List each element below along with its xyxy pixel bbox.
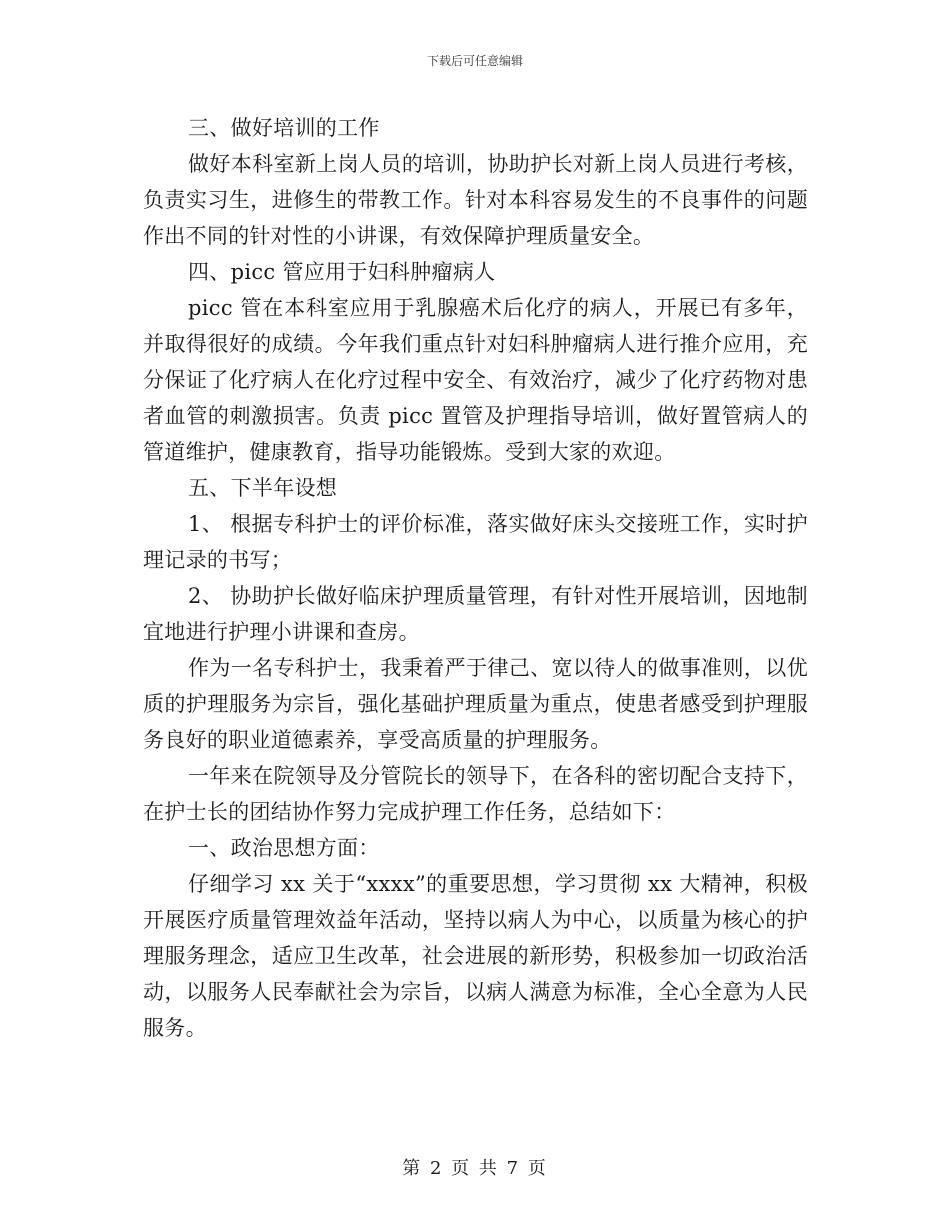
paragraph-politics: 仔细学习 xx 关于“xxxx”的重要思想，学习贯彻 xx 大精神，积极开展医疗质量管理效益年活动，坚持以病人为中心，以质量为核心的护理服务理念，适应卫生改革，社会进展的新形势，积极参加一切政治活动，以服务人民奉献社会为宗旨，以病人满意为标准，全心全意为人民服务。 xyxy=(143,872,808,1040)
section-heading-picc: 四、picc 管应用于妇科肿瘤病人 xyxy=(188,260,496,284)
section-heading-politics: 一、政治思想方面： xyxy=(188,836,380,860)
page-number: 第 2 页 共 7 页 xyxy=(402,1158,548,1179)
paragraph-picc: picc 管在本科室应用于乳腺癌术后化疗的病人，开展已有多年，并取得很好的成绩。今年我们重点针对妇科肿瘤病人进行推介应用，充分保证了化疗病人在化疗过程中安全、有效治疗，减少了化疗药物对患者血管的刺激损害。负责 picc 置管及护理指导培训，做好置管病人的管道维护，健康教育，指导功能锻炼。受到大家的欢迎。 xyxy=(143,296,808,464)
page-header: 下载后可任意编辑 xyxy=(426,54,523,68)
document-body xyxy=(143,110,808,1046)
paragraph-conclusion: 作为一名专科护士，我秉着严于律己、宽以待人的做事准则，以优质的护理服务为宗旨，强化基础护理质量为重点，使患者感受到护理服务良好的职业道德素养，享受高质量的护理服务。 xyxy=(143,656,808,752)
paragraph-training: 做好本科室新上岗人员的培训，协助护长对新上岗人员进行考核，负责实习生，进修生的带教工作。针对本科容易发生的不良事件的问题作出不同的针对性的小讲课，有效保障护理质量安全。 xyxy=(143,152,808,248)
section-heading-training: 三、做好培训的工作 xyxy=(188,116,380,140)
paragraph-summary-intro: 一年来在院领导及分管院长的领导下，在各科的密切配合支持下，在护士长的团结协作努力完成护理工作任务，总结如下： xyxy=(143,764,808,824)
section-heading-plan: 五、下半年设想 xyxy=(188,476,338,500)
paragraph-plan-item-2: 2、 协助护长做好临床护理质量管理，有针对性开展培训，因地制宜地进行护理小讲课和查房。 xyxy=(143,584,808,644)
paragraph-plan-item-1: 1、 根据专科护士的评价标准，落实做好床头交接班工作，实时护理记录的书写； xyxy=(143,512,808,572)
